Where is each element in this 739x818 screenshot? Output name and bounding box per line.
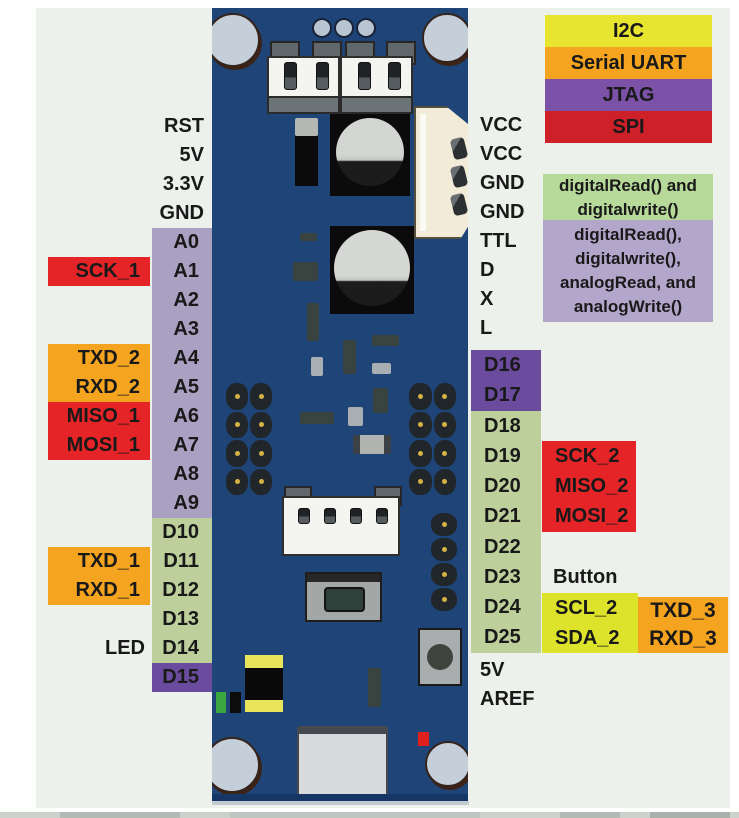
pcb-board xyxy=(212,8,468,801)
left-power-labels xyxy=(60,112,204,228)
smd-component xyxy=(372,335,399,346)
smd-component xyxy=(372,363,391,374)
smd-component xyxy=(300,233,317,241)
connector-pin xyxy=(316,62,329,90)
pin-vcc-1: VCC xyxy=(480,114,523,136)
switch-edge xyxy=(307,574,380,582)
info-line: digitalwrite(), xyxy=(575,249,681,268)
pin-d15: D15 xyxy=(162,666,199,688)
tag-spi2 xyxy=(542,441,636,532)
pin-d14: D14 xyxy=(162,637,199,659)
component-cap xyxy=(295,118,318,136)
next-figure-segment xyxy=(560,812,620,818)
pin-d15-band xyxy=(152,663,212,692)
connector-pin xyxy=(358,62,371,90)
tag-uart2 xyxy=(48,344,150,402)
pin-a7: A7 xyxy=(173,434,199,456)
tag-label-mosi1: MOSI_1 xyxy=(66,434,140,456)
connector-pin xyxy=(450,137,468,161)
tag-label-miso1: MISO_1 xyxy=(66,405,140,427)
right-jtag-pin-band xyxy=(471,350,541,411)
pin-3v3: 3.3V xyxy=(162,173,204,195)
tag-label-txd3: TXD_3 xyxy=(650,599,716,622)
red-led xyxy=(418,732,429,746)
smd-component xyxy=(311,357,323,376)
tag-label-rxd2: RXD_2 xyxy=(75,376,140,398)
mounting-hole-bottom-left xyxy=(212,737,260,793)
info-digital-io xyxy=(543,174,713,220)
pin-d: D xyxy=(480,259,495,281)
pin-aref: AREF xyxy=(480,688,535,710)
tag-i2c2 xyxy=(542,593,638,653)
smd-component xyxy=(368,668,381,707)
smd-component xyxy=(293,262,318,281)
right-power-labels xyxy=(480,111,540,343)
connector-wall xyxy=(420,114,426,231)
pin-d12: D12 xyxy=(162,579,199,601)
next-figure-segment xyxy=(650,812,730,818)
side-connector xyxy=(414,106,468,239)
pin-d21: D21 xyxy=(484,505,521,528)
pin-5v: 5V xyxy=(179,144,204,166)
pin-d24: D24 xyxy=(484,596,521,619)
connector-pin xyxy=(450,165,468,189)
cap-body xyxy=(245,668,283,700)
pin-d22: D22 xyxy=(484,535,521,558)
smd-component xyxy=(300,412,334,424)
legend xyxy=(545,15,712,143)
pin-d23: D23 xyxy=(484,565,521,588)
pin-a4: A4 xyxy=(173,347,199,369)
tag-label-rxd3: RXD_3 xyxy=(649,627,717,650)
capacitor xyxy=(336,118,404,186)
pin-d17: D17 xyxy=(484,384,521,407)
info-line: analogWrite() xyxy=(573,297,683,316)
tag-label-mosi2: MOSI_2 xyxy=(555,505,629,528)
via xyxy=(356,18,376,38)
info-digital-analog-io xyxy=(543,220,713,322)
legend-jtag: JTAG xyxy=(545,79,712,111)
led-label: LED xyxy=(105,637,145,659)
jst-connector-middle xyxy=(282,496,400,556)
board-shadow xyxy=(212,801,469,805)
tag-label-miso2: MISO_2 xyxy=(555,474,629,497)
capacitor xyxy=(334,230,410,306)
tag-spi1 xyxy=(48,402,150,460)
info-line: digitalwrite() xyxy=(577,200,679,219)
via xyxy=(312,18,332,38)
smd-component xyxy=(343,340,356,374)
analog-pin-band xyxy=(152,228,212,518)
pin-x: X xyxy=(480,288,494,310)
connector-pin xyxy=(324,508,336,524)
regulator-body xyxy=(295,136,318,186)
pin-a3: A3 xyxy=(173,318,199,340)
jst-connector-top-left xyxy=(267,56,340,100)
legend-spi: SPI xyxy=(545,111,712,143)
connector-pin xyxy=(450,193,468,217)
tag-sck1 xyxy=(48,257,150,286)
smd-component xyxy=(348,407,363,426)
pin-d10: D10 xyxy=(162,521,199,543)
tag-uart1 xyxy=(48,547,150,605)
right-digital-pin-band xyxy=(471,411,541,653)
jst-connector-top-right xyxy=(340,56,413,100)
button-cap xyxy=(427,644,453,670)
usb-connector xyxy=(297,726,388,801)
connector-base xyxy=(340,96,413,114)
tag-label-sda2: SDA_2 xyxy=(555,626,620,649)
connector-base xyxy=(267,96,340,114)
pin-rst: RST xyxy=(164,115,204,137)
switch-slider xyxy=(324,587,365,612)
mounting-hole-top-right xyxy=(422,13,468,63)
tag-label-rxd1: RXD_1 xyxy=(75,579,140,601)
tantalum-capacitor xyxy=(245,655,283,712)
pin-a5: A5 xyxy=(173,376,199,398)
pin-a9: A9 xyxy=(173,492,199,514)
pin-a0: A0 xyxy=(173,231,199,253)
smd-component xyxy=(373,388,388,413)
connector-pin xyxy=(350,508,362,524)
tag-uart3 xyxy=(638,597,728,653)
green-led xyxy=(216,692,226,713)
right-bottom-labels xyxy=(480,656,550,714)
pin-d18: D18 xyxy=(484,414,521,437)
pin-d11: D11 xyxy=(163,550,199,572)
pin-ttl: TTL xyxy=(480,230,517,252)
pin-a8: A8 xyxy=(173,463,199,485)
legend-i2c: I2C xyxy=(545,15,712,47)
header-pins-right xyxy=(408,382,457,496)
pin-d19: D19 xyxy=(484,444,521,467)
info-line: digitalRead(), xyxy=(574,225,682,244)
pin-a2: A2 xyxy=(173,289,199,311)
pin-a1: A1 xyxy=(173,260,199,282)
tag-label-txd1: TXD_1 xyxy=(77,550,140,572)
pin-d16: D16 xyxy=(484,353,521,376)
smd-component xyxy=(230,692,241,713)
connector-pin xyxy=(376,508,388,524)
left-digital-pin-band xyxy=(152,518,212,663)
pin-5v-right: 5V xyxy=(480,659,505,681)
pin-gnd-2: GND xyxy=(480,201,525,223)
pin-gnd-1: GND xyxy=(480,172,525,194)
info-line: analogRead, and xyxy=(559,273,697,292)
pin-d13: D13 xyxy=(162,608,199,630)
pin-d20: D20 xyxy=(484,475,521,498)
board-edge xyxy=(212,794,468,801)
pin-gnd: GND xyxy=(159,202,204,224)
tag-label-sck2: SCK_2 xyxy=(555,444,620,467)
pin-d25: D25 xyxy=(484,626,521,649)
cap-band xyxy=(245,655,283,668)
legend-uart: Serial UART xyxy=(545,47,712,79)
connector-pin xyxy=(388,62,401,90)
mounting-hole-top-left xyxy=(212,13,260,67)
info-line: digitalRead() and xyxy=(559,176,697,195)
smd-component xyxy=(307,303,319,341)
next-figure-segment xyxy=(230,812,480,818)
button-label: Button xyxy=(553,566,618,588)
tag-label-sck1: SCK_1 xyxy=(75,260,140,282)
header-pins-single xyxy=(430,512,458,612)
reset-button xyxy=(418,628,462,686)
tag-label-txd2: TXD_2 xyxy=(77,347,140,369)
smd-chip xyxy=(353,435,391,454)
pin-l: L xyxy=(480,317,493,339)
pin-a6: A6 xyxy=(173,405,199,427)
connector-pin xyxy=(284,62,297,90)
pin-vcc-2: VCC xyxy=(480,143,523,165)
connector-pin xyxy=(298,508,310,524)
mounting-hole-bottom-right xyxy=(425,741,468,787)
next-figure-segment xyxy=(60,812,180,818)
header-pins-left xyxy=(225,382,273,496)
cap-band xyxy=(245,700,283,712)
via xyxy=(334,18,354,38)
slide-switch xyxy=(305,572,382,622)
tag-label-scl2: SCL_2 xyxy=(555,596,618,619)
